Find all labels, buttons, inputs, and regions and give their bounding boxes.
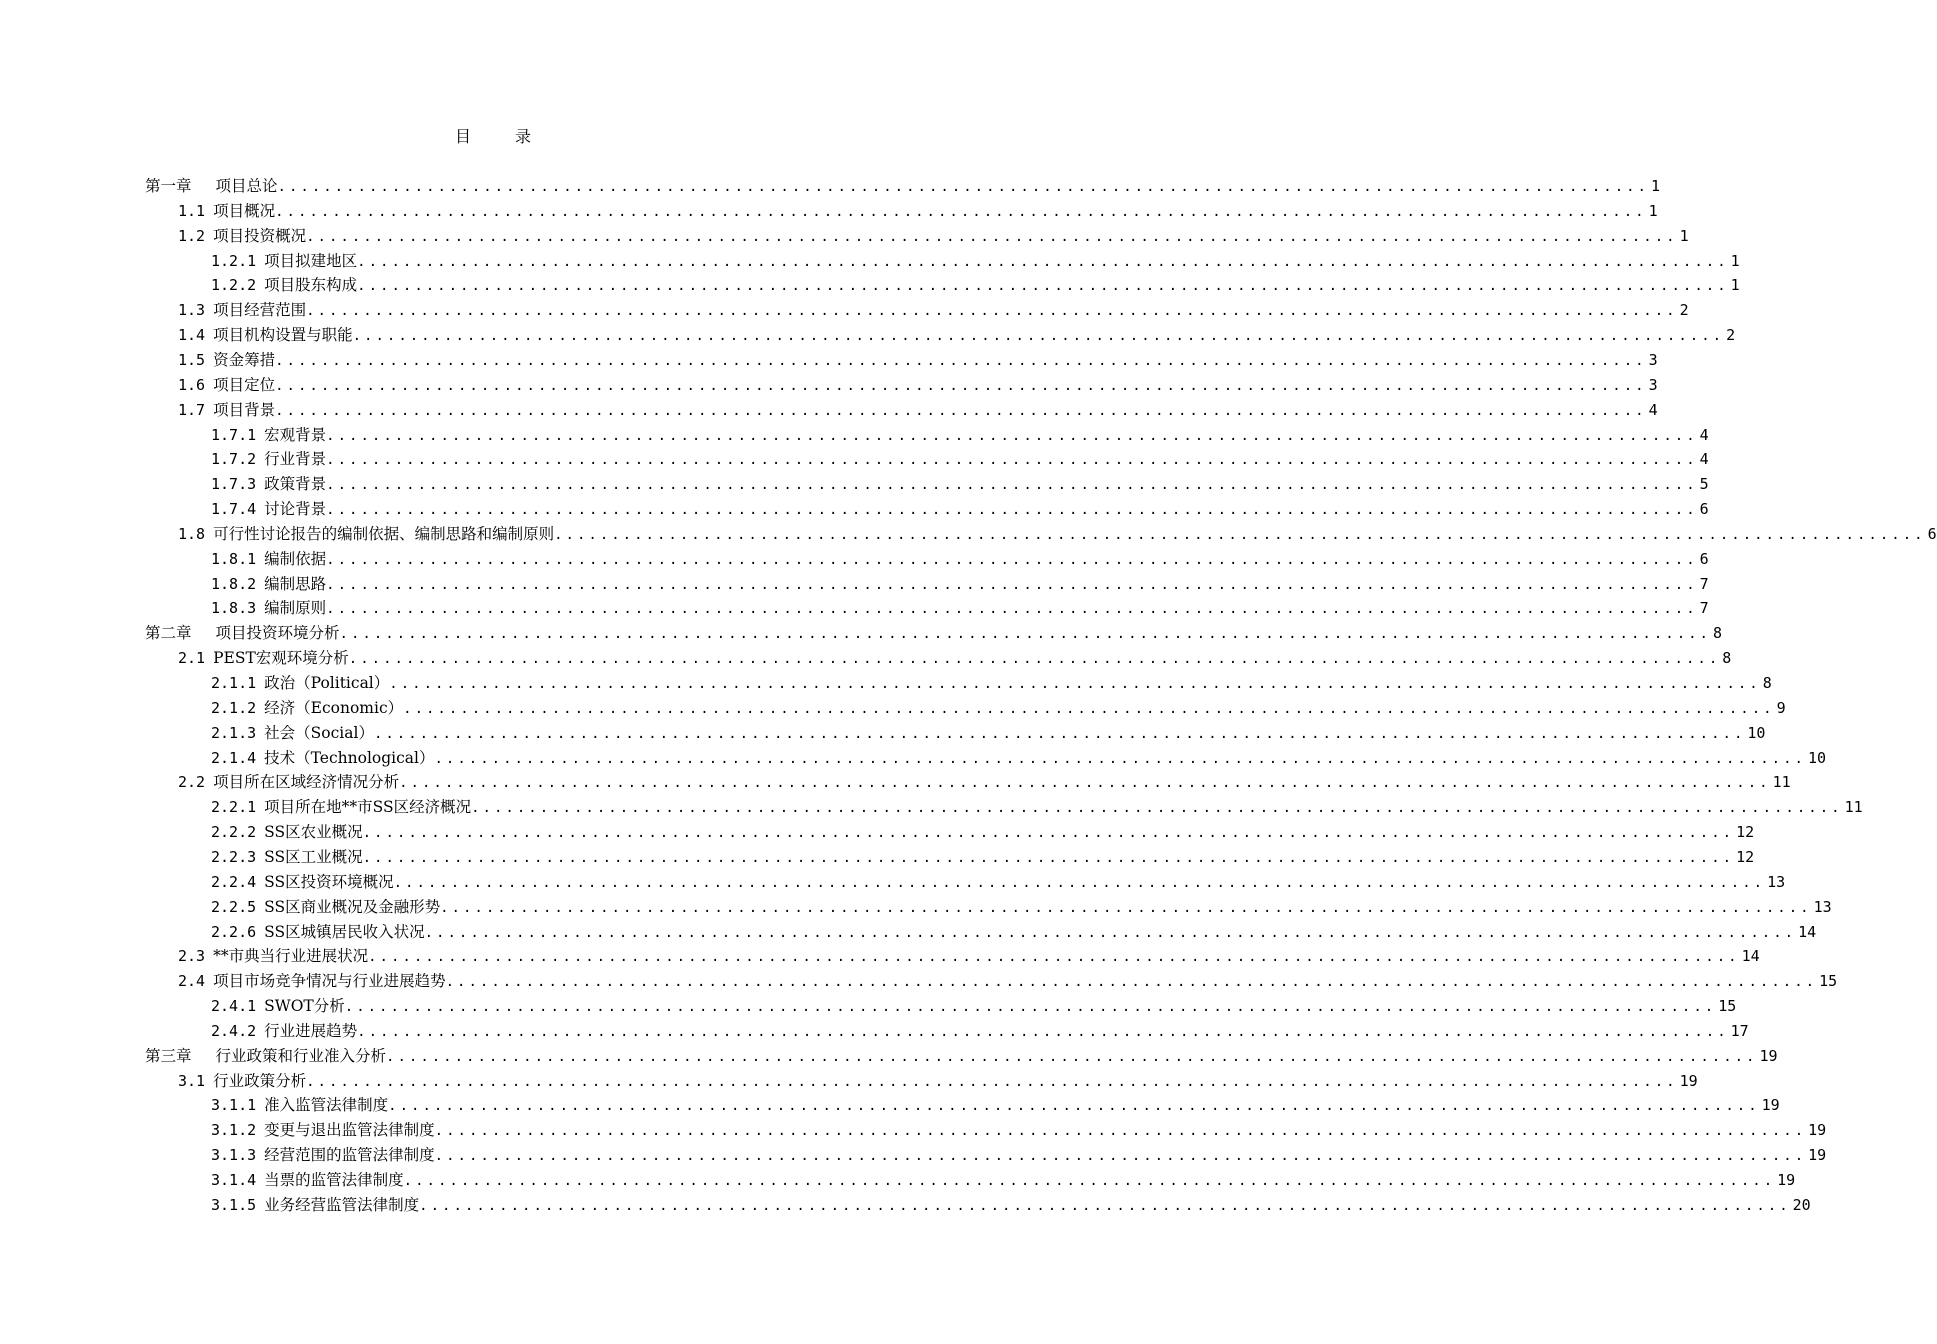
toc-entry-label xyxy=(211,746,435,770)
toc-entry[interactable] xyxy=(211,1019,1749,1043)
toc-entry-label xyxy=(211,1193,419,1217)
toc-entry-number: 2.3 xyxy=(178,947,206,965)
toc-entry-label xyxy=(211,845,363,869)
toc-entry[interactable] xyxy=(178,646,1732,670)
toc-entry[interactable] xyxy=(178,944,1760,968)
toc-entry-label xyxy=(178,298,306,322)
toc-dot-leader: ........................................................................................................................ xyxy=(326,477,1698,493)
toc-entry-number: 3.1.3 xyxy=(211,1146,257,1164)
toc-entry-label xyxy=(211,423,326,447)
toc-dot-leader: ........................................................................................................................ xyxy=(554,527,1926,543)
toc-dot-leader: ........................................................................................................................ xyxy=(306,303,1678,319)
toc-entry-number: 1.7.1 xyxy=(211,426,257,444)
toc-dot-leader: ........................................................................................................................ xyxy=(326,452,1698,468)
toc-dot-leader: ........................................................................................................................ xyxy=(326,577,1698,593)
toc-entry-number: 3.1.4 xyxy=(211,1171,257,1189)
toc-entry[interactable] xyxy=(211,820,1755,844)
toc-entry[interactable] xyxy=(178,373,1658,397)
toc-entry-text: 项目总论 xyxy=(215,177,278,195)
toc-dot-leader: ........................................................................................................................ xyxy=(344,999,1717,1015)
toc-entry-label xyxy=(178,969,446,993)
toc-entry-text: SS区工业概况 xyxy=(264,848,363,866)
toc-entry-label xyxy=(211,870,394,894)
toc-dot-leader: ........................................................................................................................ xyxy=(326,601,1698,617)
toc-chapter-entry[interactable] xyxy=(145,1044,1778,1068)
toc-dot-leader: ........................................................................................................................ xyxy=(326,552,1698,568)
toc-entry[interactable] xyxy=(178,348,1658,372)
toc-page-number: 1 xyxy=(1648,202,1658,220)
toc-entry-text: 行业政策分析 xyxy=(213,1072,307,1090)
toc-entry-label xyxy=(211,721,374,745)
toc-dot-leader: ........................................................................................................................ xyxy=(440,900,1812,916)
toc-entry-label xyxy=(211,671,389,695)
toc-entry-number: 2.1.3 xyxy=(211,724,257,742)
toc-entry-label xyxy=(145,174,278,198)
toc-entry-number: 2.2.5 xyxy=(211,898,257,916)
toc-entry[interactable] xyxy=(211,249,1740,273)
toc-page-number: 3 xyxy=(1648,376,1658,394)
toc-entry-number: 2.1 xyxy=(178,649,206,667)
toc-page-number: 17 xyxy=(1730,1022,1749,1040)
toc-entry-number: 2.2.3 xyxy=(211,848,257,866)
toc-dot-leader: ........................................................................................................................ xyxy=(434,751,1806,767)
toc-dot-leader: ........................................................................................................................ xyxy=(386,1049,1758,1065)
toc-entry-number: 1.2.2 xyxy=(211,276,257,294)
toc-entry-number: 3.1.5 xyxy=(211,1196,257,1214)
toc-entry-number: 2.1.1 xyxy=(211,674,257,692)
toc-entry-label xyxy=(178,373,275,397)
toc-entry-text: 经营范围的监管法律制度 xyxy=(264,1146,435,1164)
toc-dot-leader: ........................................................................................................................ xyxy=(326,428,1698,444)
toc-entry[interactable] xyxy=(178,522,1937,546)
toc-entry-number: 第二章 xyxy=(145,624,192,642)
toc-entry[interactable] xyxy=(211,696,1786,720)
toc-dot-leader: ........................................................................................................................ xyxy=(306,1074,1678,1090)
toc-entry[interactable] xyxy=(211,721,1766,745)
toc-page-number: 3 xyxy=(1648,351,1658,369)
toc-dot-leader: ........................................................................................................................ xyxy=(434,1148,1807,1164)
toc-dot-leader: ........................................................................................................................ xyxy=(275,378,1647,394)
toc-entry-number: 1.4 xyxy=(178,326,206,344)
toc-dot-leader: ........................................................................................................................ xyxy=(362,850,1735,866)
toc-page-number: 6 xyxy=(1699,550,1709,568)
toc-dot-leader: ........................................................................................................................ xyxy=(403,1173,1776,1189)
toc-page-number: 13 xyxy=(1767,873,1786,891)
toc-entry-text: 讨论背景 xyxy=(264,500,327,518)
toc-entry-text: 项目经营范围 xyxy=(213,301,307,319)
toc-entry-number: 2.2.4 xyxy=(211,873,257,891)
toc-entry[interactable] xyxy=(211,1193,1811,1217)
toc-entry-text: 项目所在地**市SS区经济概况 xyxy=(264,798,472,816)
toc-dot-leader: ........................................................................................................................ xyxy=(373,726,1746,742)
toc-entry-text: 经济（Economic） xyxy=(264,699,404,717)
toc-entry[interactable] xyxy=(211,994,1737,1018)
toc-page-number: 6 xyxy=(1927,525,1937,543)
toc-dot-leader: ........................................................................................................................ xyxy=(393,875,1766,891)
toc-entry-text: 行业背景 xyxy=(264,450,327,468)
toc-entry-text: 政治（Political） xyxy=(264,674,390,692)
toc-entry-number: 第一章 xyxy=(145,177,192,195)
toc-entry-number: 1.6 xyxy=(178,376,206,394)
toc-entry-text: 项目概况 xyxy=(213,202,276,220)
toc-page-number: 19 xyxy=(1777,1171,1796,1189)
toc-dot-leader: ........................................................................................................................ xyxy=(424,925,1797,941)
toc-entry-label xyxy=(178,944,368,968)
toc-entry-number: 1.7 xyxy=(178,401,206,419)
toc-entry[interactable] xyxy=(211,1168,1796,1192)
toc-entry-label xyxy=(211,447,326,471)
toc-entry[interactable] xyxy=(211,671,1772,695)
toc-entry[interactable] xyxy=(178,298,1689,322)
toc-entry-number: 2.1.4 xyxy=(211,749,257,767)
toc-entry-text: SS区农业概况 xyxy=(264,823,363,841)
toc-entry[interactable] xyxy=(178,770,1791,794)
toc-page-number: 9 xyxy=(1776,699,1786,717)
toc-entry-text: 项目投资环境分析 xyxy=(215,624,340,642)
toc-entry[interactable] xyxy=(211,423,1709,447)
toc-dot-leader: ........................................................................................................................ xyxy=(388,1098,1760,1114)
toc-entry-label xyxy=(211,596,326,620)
toc-entry-label xyxy=(145,621,340,645)
toc-entry-label xyxy=(211,1143,435,1167)
toc-entry-label xyxy=(178,522,554,546)
toc-entry[interactable] xyxy=(211,547,1709,571)
toc-page-number: 2 xyxy=(1679,301,1689,319)
toc-chapter-entry[interactable] xyxy=(145,174,1661,198)
toc-entry-text: 项目定位 xyxy=(213,376,276,394)
toc-entry-number: 1.1 xyxy=(178,202,206,220)
toc-dot-leader: ........................................................................................................................ xyxy=(399,775,1771,791)
toc-entry-number: 3.1 xyxy=(178,1072,206,1090)
toc-entry-text: SS区城镇居民收入状况 xyxy=(264,923,425,941)
toc-entry-text: SWOT分析 xyxy=(264,997,345,1015)
toc-entry-text: 项目机构设置与职能 xyxy=(213,326,353,344)
toc-page-number: 11 xyxy=(1844,798,1863,816)
toc-entry-label xyxy=(178,398,275,422)
toc-entry[interactable] xyxy=(211,1143,1827,1167)
toc-entry-text: 业务经营监管法律制度 xyxy=(264,1196,420,1214)
toc-entry-label xyxy=(211,472,326,496)
toc-page-number: 10 xyxy=(1807,749,1827,767)
toc-entry-number: 1.2 xyxy=(178,227,206,245)
toc-entry[interactable] xyxy=(211,572,1709,596)
toc-entry[interactable] xyxy=(211,472,1709,496)
toc-dot-leader: ........................................................................................................................ xyxy=(339,626,1711,642)
toc-entry-text: 变更与退出监管法律制度 xyxy=(264,1121,435,1139)
toc-entry-text: 行业政策和行业准入分析 xyxy=(215,1047,387,1065)
toc-entry-text: 可行性讨论报告的编制依据、编制思路和编制原则 xyxy=(213,525,555,543)
toc-title: 目 录 xyxy=(454,127,545,146)
toc-page-number: 14 xyxy=(1741,947,1760,965)
toc-entry-label xyxy=(178,646,349,670)
toc-dot-leader: ........................................................................................................................ xyxy=(403,701,1775,717)
toc-page-number: 11 xyxy=(1772,773,1791,791)
toc-dot-leader: ........................................................................................................................ xyxy=(434,1123,1807,1139)
toc-entry-number: 3.1.1 xyxy=(211,1096,257,1114)
toc-entry[interactable] xyxy=(211,447,1709,471)
toc-dot-leader: ........................................................................................................................ xyxy=(445,974,1818,990)
toc-entry-text: 当票的监管法律制度 xyxy=(264,1171,404,1189)
toc-page-number: 1 xyxy=(1730,276,1740,294)
toc-entry-label xyxy=(178,348,275,372)
toc-entry[interactable] xyxy=(211,273,1740,297)
toc-dot-leader: ........................................................................................................................ xyxy=(275,204,1647,220)
toc-entry-label xyxy=(211,1118,435,1142)
toc-entry-text: SS区商业概况及金融形势 xyxy=(264,898,441,916)
toc-entry-number: 2.4.1 xyxy=(211,997,257,1015)
toc-entry-label xyxy=(211,497,326,521)
toc-dot-leader: ........................................................................................................................ xyxy=(352,328,1725,344)
toc-entry-label xyxy=(178,770,399,794)
toc-entry-number: 1.7.2 xyxy=(211,450,257,468)
toc-page-number: 15 xyxy=(1819,972,1838,990)
toc-entry-text: 项目拟建地区 xyxy=(264,252,358,270)
toc-entry-number: 1.8 xyxy=(178,525,206,543)
toc-entry[interactable] xyxy=(211,1093,1780,1117)
toc-entry-text: SS区投资环境概况 xyxy=(264,873,394,891)
toc-entry-number: 1.7.4 xyxy=(211,500,257,518)
toc-page-number: 5 xyxy=(1699,475,1709,493)
toc-entry-label xyxy=(211,547,326,571)
toc-page-number: 19 xyxy=(1808,1121,1827,1139)
toc-page-number: 1 xyxy=(1650,177,1661,195)
toc-dot-leader: ........................................................................................................................ xyxy=(306,229,1678,245)
toc-entry-label xyxy=(211,820,363,844)
toc-entry-number: 1.8.3 xyxy=(211,599,257,617)
toc-entry-number: 2.1.2 xyxy=(211,699,257,717)
toc-entry-number: 1.5 xyxy=(178,351,206,369)
toc-entry-text: 宏观背景 xyxy=(264,426,327,444)
toc-page-number: 1 xyxy=(1679,227,1689,245)
toc-entry[interactable] xyxy=(211,497,1709,521)
toc-page-number: 2 xyxy=(1726,326,1736,344)
toc-entry[interactable] xyxy=(211,895,1832,919)
toc-page-number: 4 xyxy=(1648,401,1658,419)
toc-dot-leader: ........................................................................................................................ xyxy=(471,800,1843,816)
toc-entry-label xyxy=(211,696,403,720)
toc-dot-leader: ........................................................................................................................ xyxy=(277,179,1649,195)
toc-page-number: 7 xyxy=(1699,599,1709,617)
toc-page-number: 13 xyxy=(1813,898,1832,916)
toc-entry-text: 项目所在区域经济情况分析 xyxy=(213,773,400,791)
toc-entry[interactable] xyxy=(211,596,1709,620)
toc-entry-text: PEST宏观环境分析 xyxy=(213,649,349,667)
toc-entry-number: 1.8.2 xyxy=(211,575,257,593)
toc-entry-label xyxy=(178,1069,306,1093)
toc-dot-leader: ........................................................................................................................ xyxy=(275,353,1647,369)
toc-page-number: 4 xyxy=(1699,450,1709,468)
toc-page-number: 14 xyxy=(1798,923,1817,941)
toc-entry[interactable] xyxy=(178,199,1658,223)
toc-entry[interactable] xyxy=(178,224,1689,248)
toc-entry-text: 编制原则 xyxy=(264,599,327,617)
toc-entry[interactable] xyxy=(211,870,1786,894)
toc-entry-number: 2.2.2 xyxy=(211,823,257,841)
toc-page-number: 19 xyxy=(1679,1072,1698,1090)
toc-entry-text: 编制依据 xyxy=(264,550,327,568)
toc-entry-text: 行业进展趋势 xyxy=(264,1022,358,1040)
toc-entry-label xyxy=(211,994,345,1018)
toc-page-number: 19 xyxy=(1761,1096,1780,1114)
toc-entry[interactable] xyxy=(211,920,1817,944)
toc-entry[interactable] xyxy=(178,969,1838,993)
toc-page-number: 12 xyxy=(1736,823,1755,841)
toc-entry-label xyxy=(178,224,306,248)
toc-entry-label xyxy=(211,795,471,819)
toc-dot-leader: ........................................................................................................................ xyxy=(348,651,1721,667)
toc-dot-leader: ........................................................................................................................ xyxy=(326,502,1698,518)
toc-entry-number: 第三章 xyxy=(145,1047,192,1065)
toc-entry-text: 编制思路 xyxy=(264,575,327,593)
toc-page-number: 19 xyxy=(1808,1146,1827,1164)
toc-entry-label xyxy=(211,1168,404,1192)
toc-entry[interactable] xyxy=(178,323,1736,347)
toc-page-number: 6 xyxy=(1699,500,1709,518)
toc-entry[interactable] xyxy=(211,795,1863,819)
toc-entry-number: 3.1.2 xyxy=(211,1121,257,1139)
toc-entry-number: 1.8.1 xyxy=(211,550,257,568)
toc-entry-text: 项目背景 xyxy=(213,401,276,419)
toc-entry-text: 社会（Social） xyxy=(264,724,374,742)
toc-entry-number: 2.2.6 xyxy=(211,923,257,941)
toc-dot-leader: ........................................................................................................................ xyxy=(357,1024,1729,1040)
toc-page-number: 4 xyxy=(1699,426,1709,444)
toc-entry[interactable] xyxy=(211,746,1827,770)
toc-entry-text: **市典当行业进展状况 xyxy=(213,947,369,965)
toc-page-number: 19 xyxy=(1759,1047,1778,1065)
toc-entry-number: 1.3 xyxy=(178,301,206,319)
toc-page-number: 15 xyxy=(1718,997,1737,1015)
toc-entry-text: 准入监管法律制度 xyxy=(264,1096,389,1114)
toc-entry-number: 1.2.1 xyxy=(211,252,257,270)
toc-entry-number: 1.7.3 xyxy=(211,475,257,493)
toc-entry-text: 项目市场竞争情况与行业进展趋势 xyxy=(213,972,446,990)
toc-dot-leader: ........................................................................................................................ xyxy=(275,403,1647,419)
toc-entry-number: 2.4 xyxy=(178,972,206,990)
toc-entry-label xyxy=(178,199,275,223)
toc-dot-leader: ........................................................................................................................ xyxy=(389,676,1761,692)
toc-entry-text: 技术（Technological） xyxy=(264,749,435,767)
toc-entry-label xyxy=(178,323,353,347)
toc-entry[interactable] xyxy=(211,845,1755,869)
toc-entry-label xyxy=(211,1093,388,1117)
toc-entry-label xyxy=(211,572,326,596)
toc-entry-text: 政策背景 xyxy=(264,475,327,493)
toc-dot-leader: ........................................................................................................................ xyxy=(357,278,1729,294)
toc-chapter-entry[interactable] xyxy=(145,621,1723,645)
toc-page-number: 8 xyxy=(1722,649,1732,667)
toc-entry[interactable] xyxy=(178,398,1658,422)
toc-entry-text: 项目股东构成 xyxy=(264,276,358,294)
toc-page-number: 1 xyxy=(1730,252,1740,270)
toc-dot-leader: ........................................................................................................................ xyxy=(357,254,1729,270)
toc-entry-number: 2.4.2 xyxy=(211,1022,257,1040)
toc-entry-text: 项目投资概况 xyxy=(213,227,307,245)
toc-entry-label xyxy=(211,920,425,944)
toc-dot-leader: ........................................................................................................................ xyxy=(362,825,1735,841)
toc-entry-number: 2.2 xyxy=(178,773,206,791)
toc-entry[interactable] xyxy=(178,1069,1698,1093)
toc-entry-label xyxy=(211,249,357,273)
toc-page-number: 8 xyxy=(1762,674,1772,692)
toc-entry-label xyxy=(145,1044,386,1068)
toc-entry-label xyxy=(211,1019,357,1043)
toc-page-number: 12 xyxy=(1736,848,1755,866)
toc-entry-label xyxy=(211,895,440,919)
toc-page-number: 20 xyxy=(1792,1196,1811,1214)
toc-entry[interactable] xyxy=(211,1118,1827,1142)
toc-dot-leader: ........................................................................................................................ xyxy=(419,1198,1791,1214)
toc-dot-leader: ........................................................................................................................ xyxy=(368,949,1740,965)
toc-entry-number: 2.2.1 xyxy=(211,798,257,816)
toc-page-number: 10 xyxy=(1747,724,1766,742)
toc-page-number: 8 xyxy=(1712,624,1723,642)
toc-entry-label xyxy=(211,273,357,297)
toc-page-number: 7 xyxy=(1699,575,1709,593)
toc-entry-text: 资金筹措 xyxy=(213,351,276,369)
